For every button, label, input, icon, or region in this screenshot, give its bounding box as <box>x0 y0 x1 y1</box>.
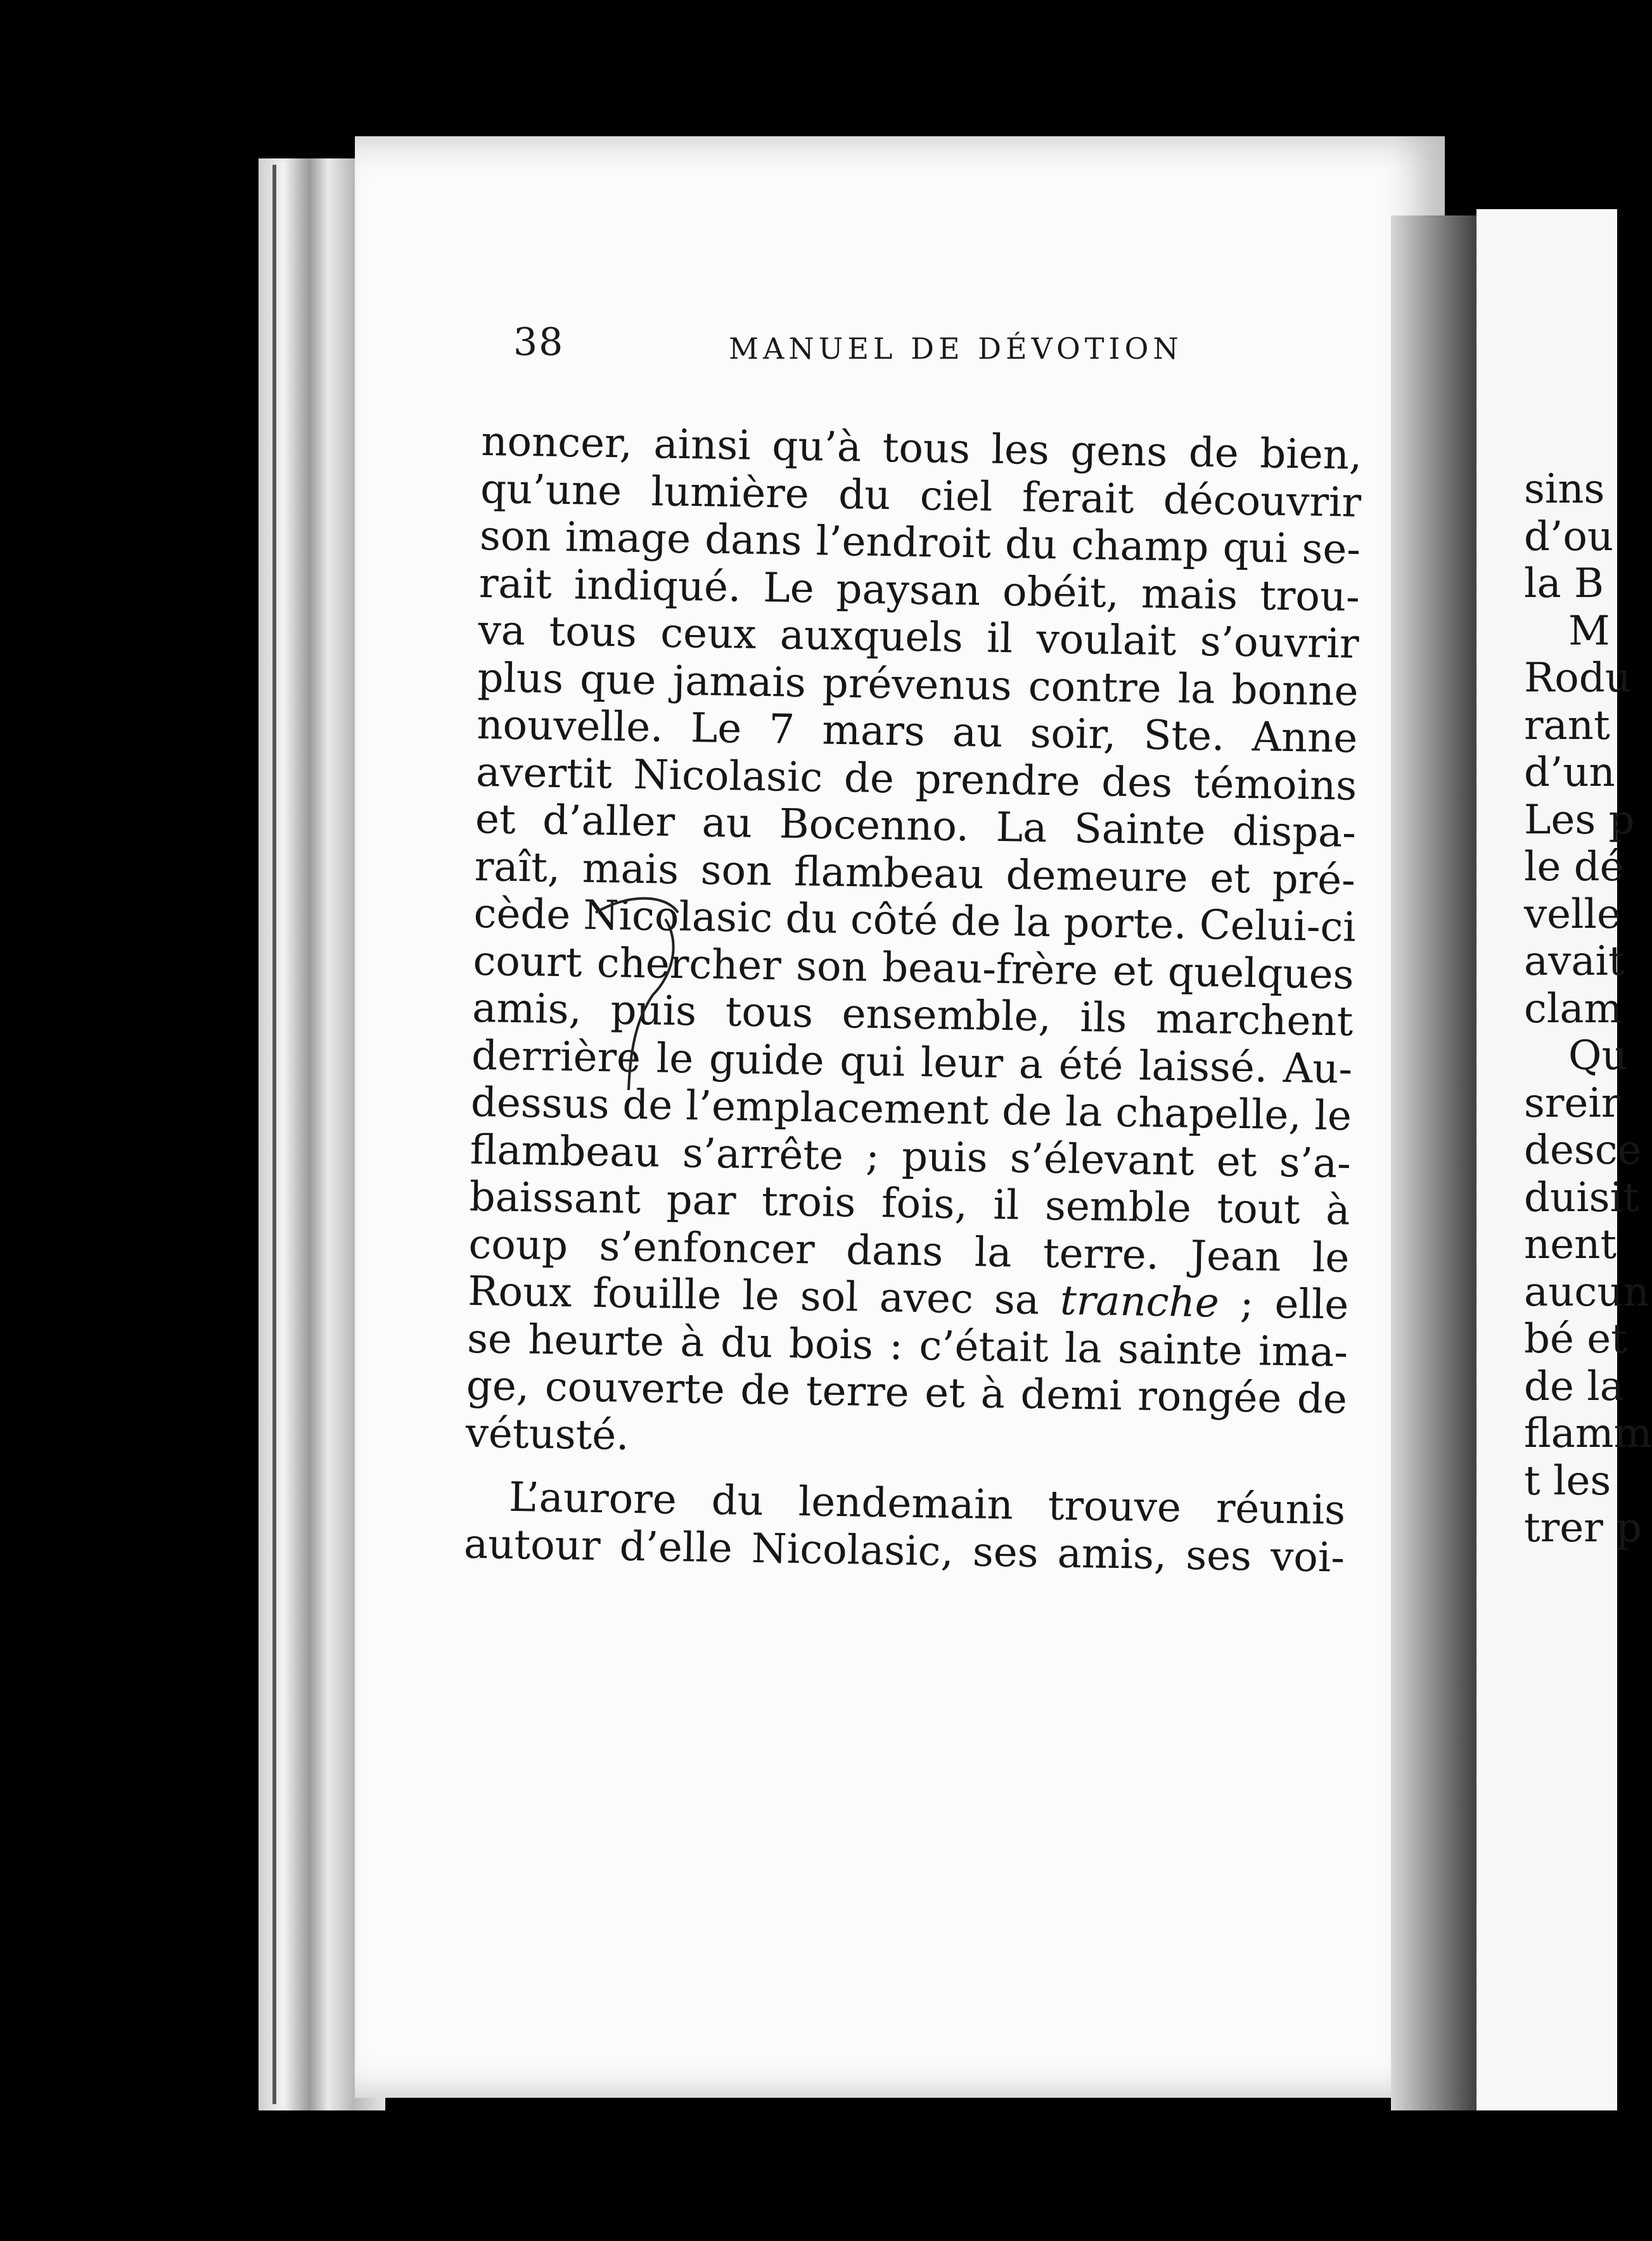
page-header <box>513 320 1337 377</box>
text-line: flambeau s’arrête ; puis s’élevant et s’a- <box>470 1126 1352 1188</box>
text-line: L’aurore du lendemain trouve réunis <box>508 1474 1346 1534</box>
book-gutter <box>1391 215 1480 2110</box>
right-text-line: bé et <box>1524 1316 1627 1363</box>
italic-word: tranche <box>1060 1277 1220 1327</box>
right-text-line: t les <box>1524 1457 1611 1505</box>
text-line: amis, puis tous ensemble, ils marchent <box>471 984 1354 1046</box>
text-line: Roux fouille le sol avec sa tranche ; elle <box>467 1268 1349 1329</box>
pen-stroke <box>596 899 678 1091</box>
right-text-line: clam <box>1524 985 1623 1032</box>
right-text-line: velle <box>1524 890 1621 938</box>
text-line: et d’aller au Bocenno. La Sainte dispa- <box>475 795 1357 857</box>
right-text-line: trer p <box>1524 1505 1642 1551</box>
right-text-line: sreir <box>1524 1079 1621 1127</box>
right-text-line: de la <box>1524 1363 1624 1410</box>
text-line: plus que jamais prévenus contre la bonne <box>477 654 1359 716</box>
right-text-line: Rodu <box>1524 655 1631 702</box>
text-line: dessus de l’emplacement de la chapelle, le <box>470 1079 1352 1140</box>
right-text-line: avait <box>1524 938 1625 985</box>
text-line: se heurte à du bois : c’était la sainte ima- <box>466 1315 1348 1377</box>
right-text-line: le dé <box>1524 844 1624 890</box>
text-line: coup s’enfoncer dans la terre. Jean le <box>468 1221 1350 1282</box>
running-head: MANUEL DE DÉVOTION <box>729 331 1183 366</box>
text-line: son image dans l’endroit du champ qui se- <box>479 512 1361 574</box>
text-line: avertit Nicolasic de prendre des témoins <box>475 748 1357 810</box>
right-text-line: Qu <box>1568 1032 1628 1079</box>
text-line: baissant par trois fois, il semble tout à <box>469 1173 1351 1235</box>
right-text-line: sins <box>1524 466 1605 513</box>
right-text-line: d’un <box>1524 749 1615 796</box>
text-line: va tous ceux auxquels il voulait s’ouvrir <box>478 607 1360 668</box>
right-text-line: desce <box>1524 1127 1642 1174</box>
text-line: nouvelle. Le 7 mars au soir, Ste. Anne <box>476 701 1358 762</box>
right-text-line: Les p <box>1524 796 1635 844</box>
right-text-line: M <box>1568 607 1610 655</box>
right-text-line: aucun <box>1524 1268 1649 1316</box>
right-text-line: duisit <box>1524 1174 1639 1221</box>
text-line: rait indiqué. Le paysan obéit, mais trou- <box>478 560 1361 621</box>
text-line: noncer, ainsi qu’à tous les gens de bien, <box>480 418 1362 479</box>
handwritten-mark <box>570 887 710 1096</box>
book-edge-line <box>272 165 276 2104</box>
text-line: raît, mais son flambeau demeure et pré- <box>474 843 1356 904</box>
right-text-line: la B <box>1524 560 1604 607</box>
text-line: derrière le guide qui leur a été laissé. Au- <box>471 1032 1353 1093</box>
text-line: autour d’elle Nicolasic, ses amis, ses voi- <box>463 1520 1345 1582</box>
text-line: qu’une lumière du ciel ferait découvrir <box>480 465 1362 527</box>
right-text-line: flamm <box>1524 1410 1652 1457</box>
right-page-text <box>1524 466 1652 1552</box>
right-text-line: rant <box>1524 702 1610 749</box>
text-line: ge, couverte de terre et à demi rongée de <box>466 1362 1348 1423</box>
page-number: 38 <box>513 320 565 364</box>
text-line: cède Nicolasic du côté de la porte. Celui-ci <box>473 890 1357 951</box>
right-text-line: d’ou <box>1524 513 1614 560</box>
right-text-line: nent <box>1524 1221 1617 1268</box>
text-line: court chercher son beau-frère et quelques <box>472 937 1354 999</box>
text-line: vétusté. <box>465 1409 630 1460</box>
